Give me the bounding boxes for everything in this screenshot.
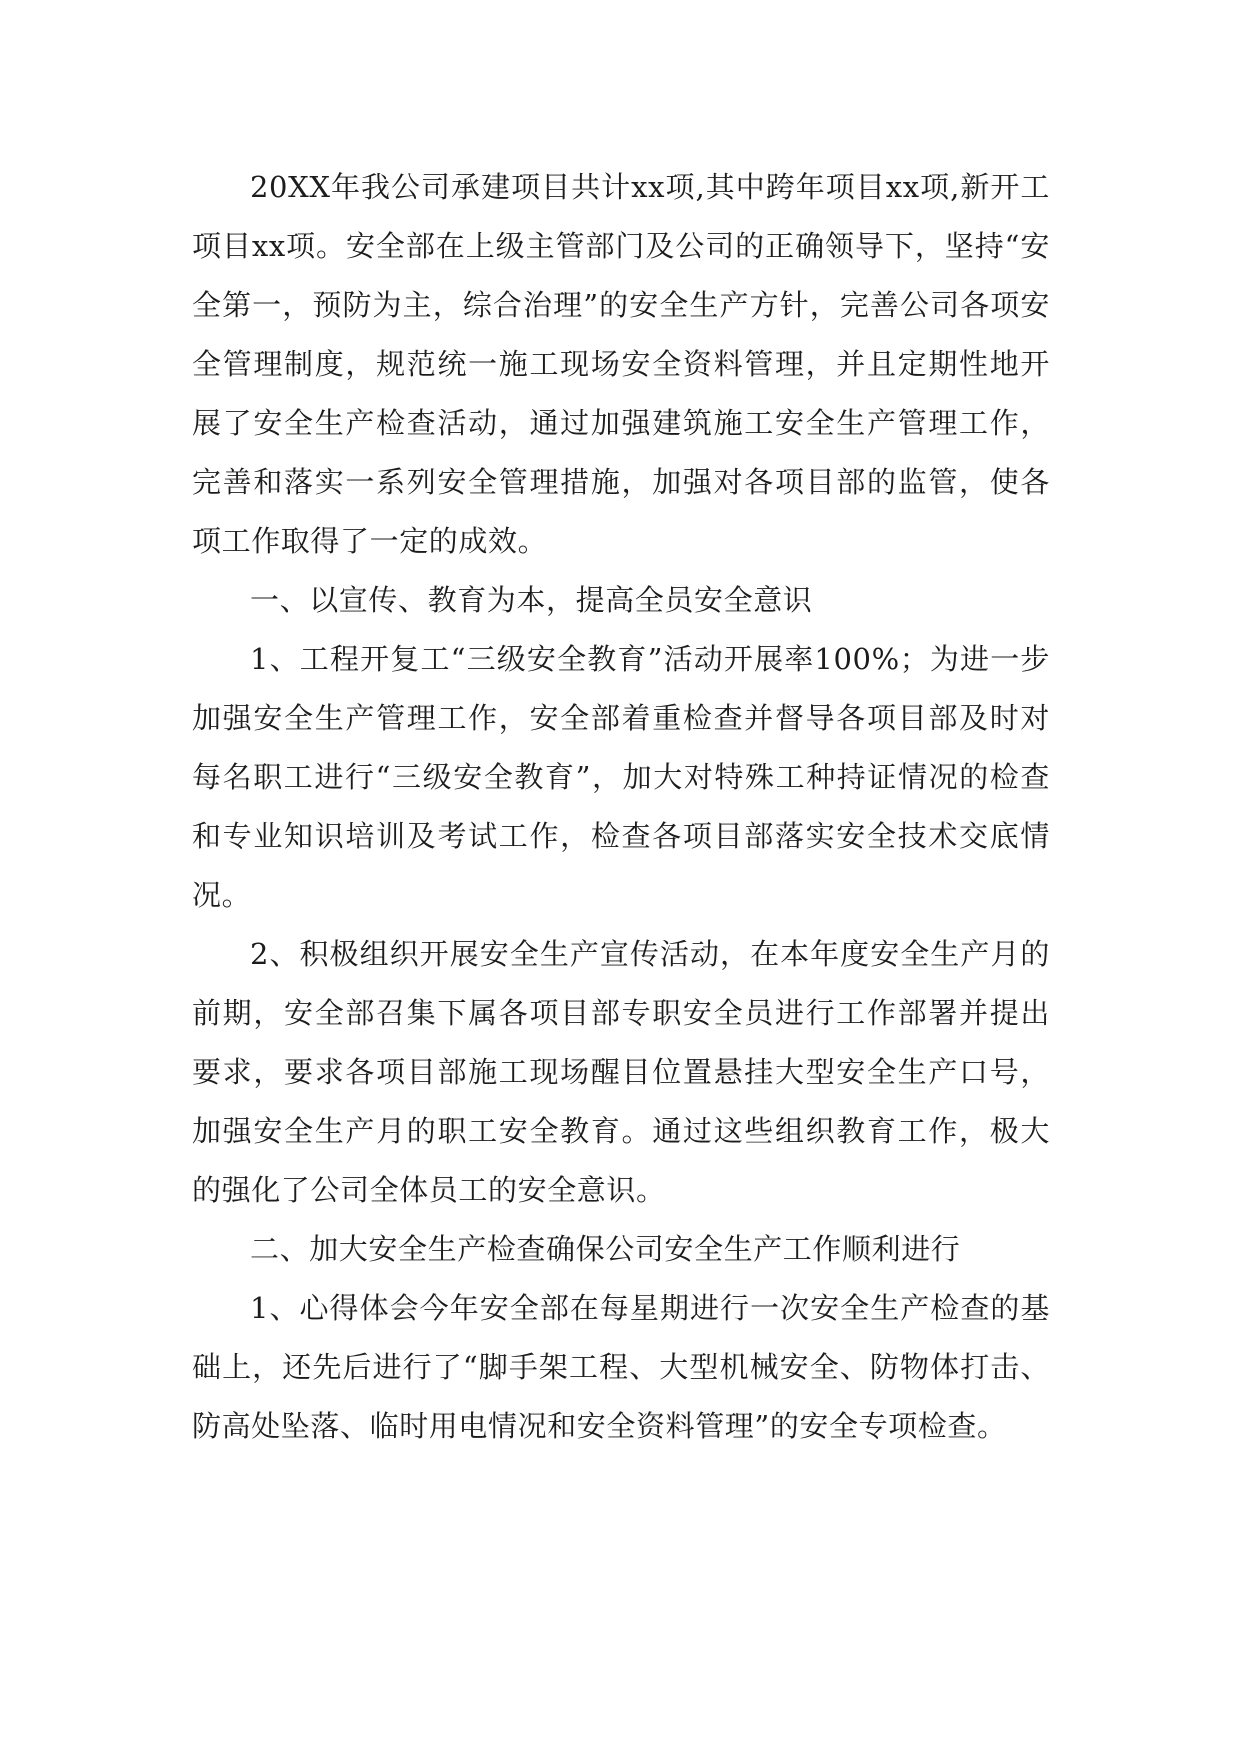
section-heading-1: 一、以宣传、教育为本，提高全员安全意识 (250, 583, 813, 617)
section-2-item-1: 1、心得体会今年安全部在每星期进行一次安全生产检查的基础上，还先后进行了“脚手架工程、大型机械安全、防物体打击、防高处坠落、临时用电情况和安全资料管理”的安全专项检查。 (192, 1291, 1050, 1443)
section-1-item-1: 1、工程开复工“三级安全教育”活动开展率100%；为进一步加强安全生产管理工作，安全部着重检查并督导各项目部及时对每名职工进行“三级安全教育”，加大对特殊工种持证情况的检查和专业知识培训及考试工作，检查各项目部落实安全技术交底情况。 (192, 642, 1050, 912)
document-body (192, 158, 1050, 1456)
section-1-item-2: 2、积极组织开展安全生产宣传活动，在本年度安全生产月的前期，安全部召集下属各项目部专职安全员进行工作部署并提出要求，要求各项目部施工现场醒目位置悬挂大型安全生产口号，加强安全生产月的职工安全教育。通过这些组织教育工作，极大的强化了公司全体员工的安全意识。 (192, 937, 1050, 1207)
intro-paragraph: 20XX年我公司承建项目共计xx项,其中跨年项目xx项,新开工项目xx项。安全部在上级主管部门及公司的正确领导下，坚持“安全第一，预防为主，综合治理”的安全生产方针，完善公司各项安全管理制度，规范统一施工现场安全资料管理，并且定期性地开展了安全生产检查活动，通过加强建筑施工安全生产管理工作，完善和落实一系列安全管理措施，加强对各项目部的监管，使各项工作取得了一定的成效。 (192, 170, 1050, 558)
section-heading-2: 二、加大安全生产检查确保公司安全生产工作顺利进行 (250, 1232, 961, 1266)
